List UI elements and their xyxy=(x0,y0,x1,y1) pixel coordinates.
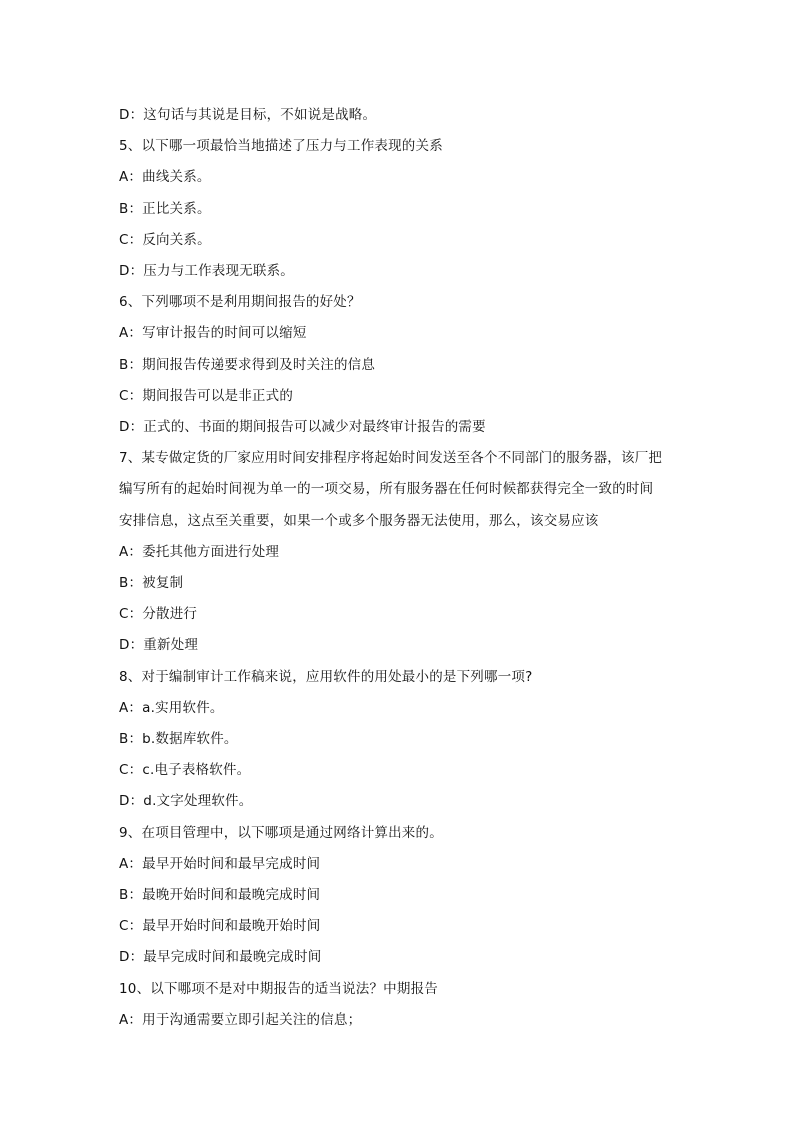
option-c-q6: C：期间报告可以是非正式的 xyxy=(119,387,294,404)
option-a-q6: A：写审计报告的时间可以缩短 xyxy=(119,325,307,342)
option-d-q6: D：正式的、书面的期间报告可以减少对最终审计报告的需要 xyxy=(119,419,486,436)
option-c-q8: C：c.电子表格软件。 xyxy=(119,762,251,779)
option-d-q8: D：d.文字处理软件。 xyxy=(119,793,253,810)
option-a-q8: A：a.实用软件。 xyxy=(119,699,224,716)
question-7-line-1: 7、某专做定货的厂家应用时间安排程序将起始时间发送至各个不同部门的服务器，该厂把 xyxy=(119,450,663,467)
option-d-q5: D：压力与工作表现无联系。 xyxy=(119,263,294,280)
option-b-q7: B：被复制 xyxy=(119,575,184,592)
option-d-q7: D：重新处理 xyxy=(119,637,199,654)
question-7-line-2: 编写所有的起始时间视为单一的一项交易，所有服务器在任何时候都获得完全一致的时间 xyxy=(119,481,654,498)
option-c-q7: C：分散进行 xyxy=(119,606,198,623)
option-d-q4: D：这句话与其说是目标，不如说是战略。 xyxy=(119,107,377,123)
option-b-q8: B：b.数据库软件。 xyxy=(119,731,238,748)
question-6: 6、下列哪项不是利用期间报告的好处？ xyxy=(119,294,361,311)
option-b-q5: B：正比关系。 xyxy=(119,200,211,217)
option-a-q10: A：用于沟通需要立即引起关注的信息； xyxy=(119,1011,362,1028)
question-10: 10、以下哪项不是对中期报告的适当说法？中期报告 xyxy=(119,980,438,997)
question-8: 8、对于编制审计工作稿来说，应用软件的用处最小的是下列哪一项? xyxy=(119,668,533,685)
option-c-q9: C：最早开始时间和最晚开始时间 xyxy=(119,918,321,935)
option-b-q9: B：最晚开始时间和最晚完成时间 xyxy=(119,887,321,904)
option-d-q9: D：最早完成时间和最晚完成时间 xyxy=(119,949,322,966)
document-body xyxy=(119,100,679,1036)
question-7-line-3: 安排信息，这点至关重要，如果一个或多个服务器无法使用，那么，该交易应该 xyxy=(119,512,599,529)
question-5: 5、以下哪一项最恰当地描述了压力与工作表现的关系 xyxy=(119,138,443,155)
option-a-q9: A：最早开始时间和最早完成时间 xyxy=(119,855,321,872)
question-9: 9、在项目管理中，以下哪项是通过网络计算出来的。 xyxy=(119,824,443,841)
option-a-q5: A：曲线关系。 xyxy=(119,169,211,186)
option-a-q7: A：委托其他方面进行处理 xyxy=(119,543,280,560)
option-c-q5: C：反向关系。 xyxy=(119,231,211,248)
option-b-q6: B：期间报告传递要求得到及时关注的信息 xyxy=(119,356,376,373)
